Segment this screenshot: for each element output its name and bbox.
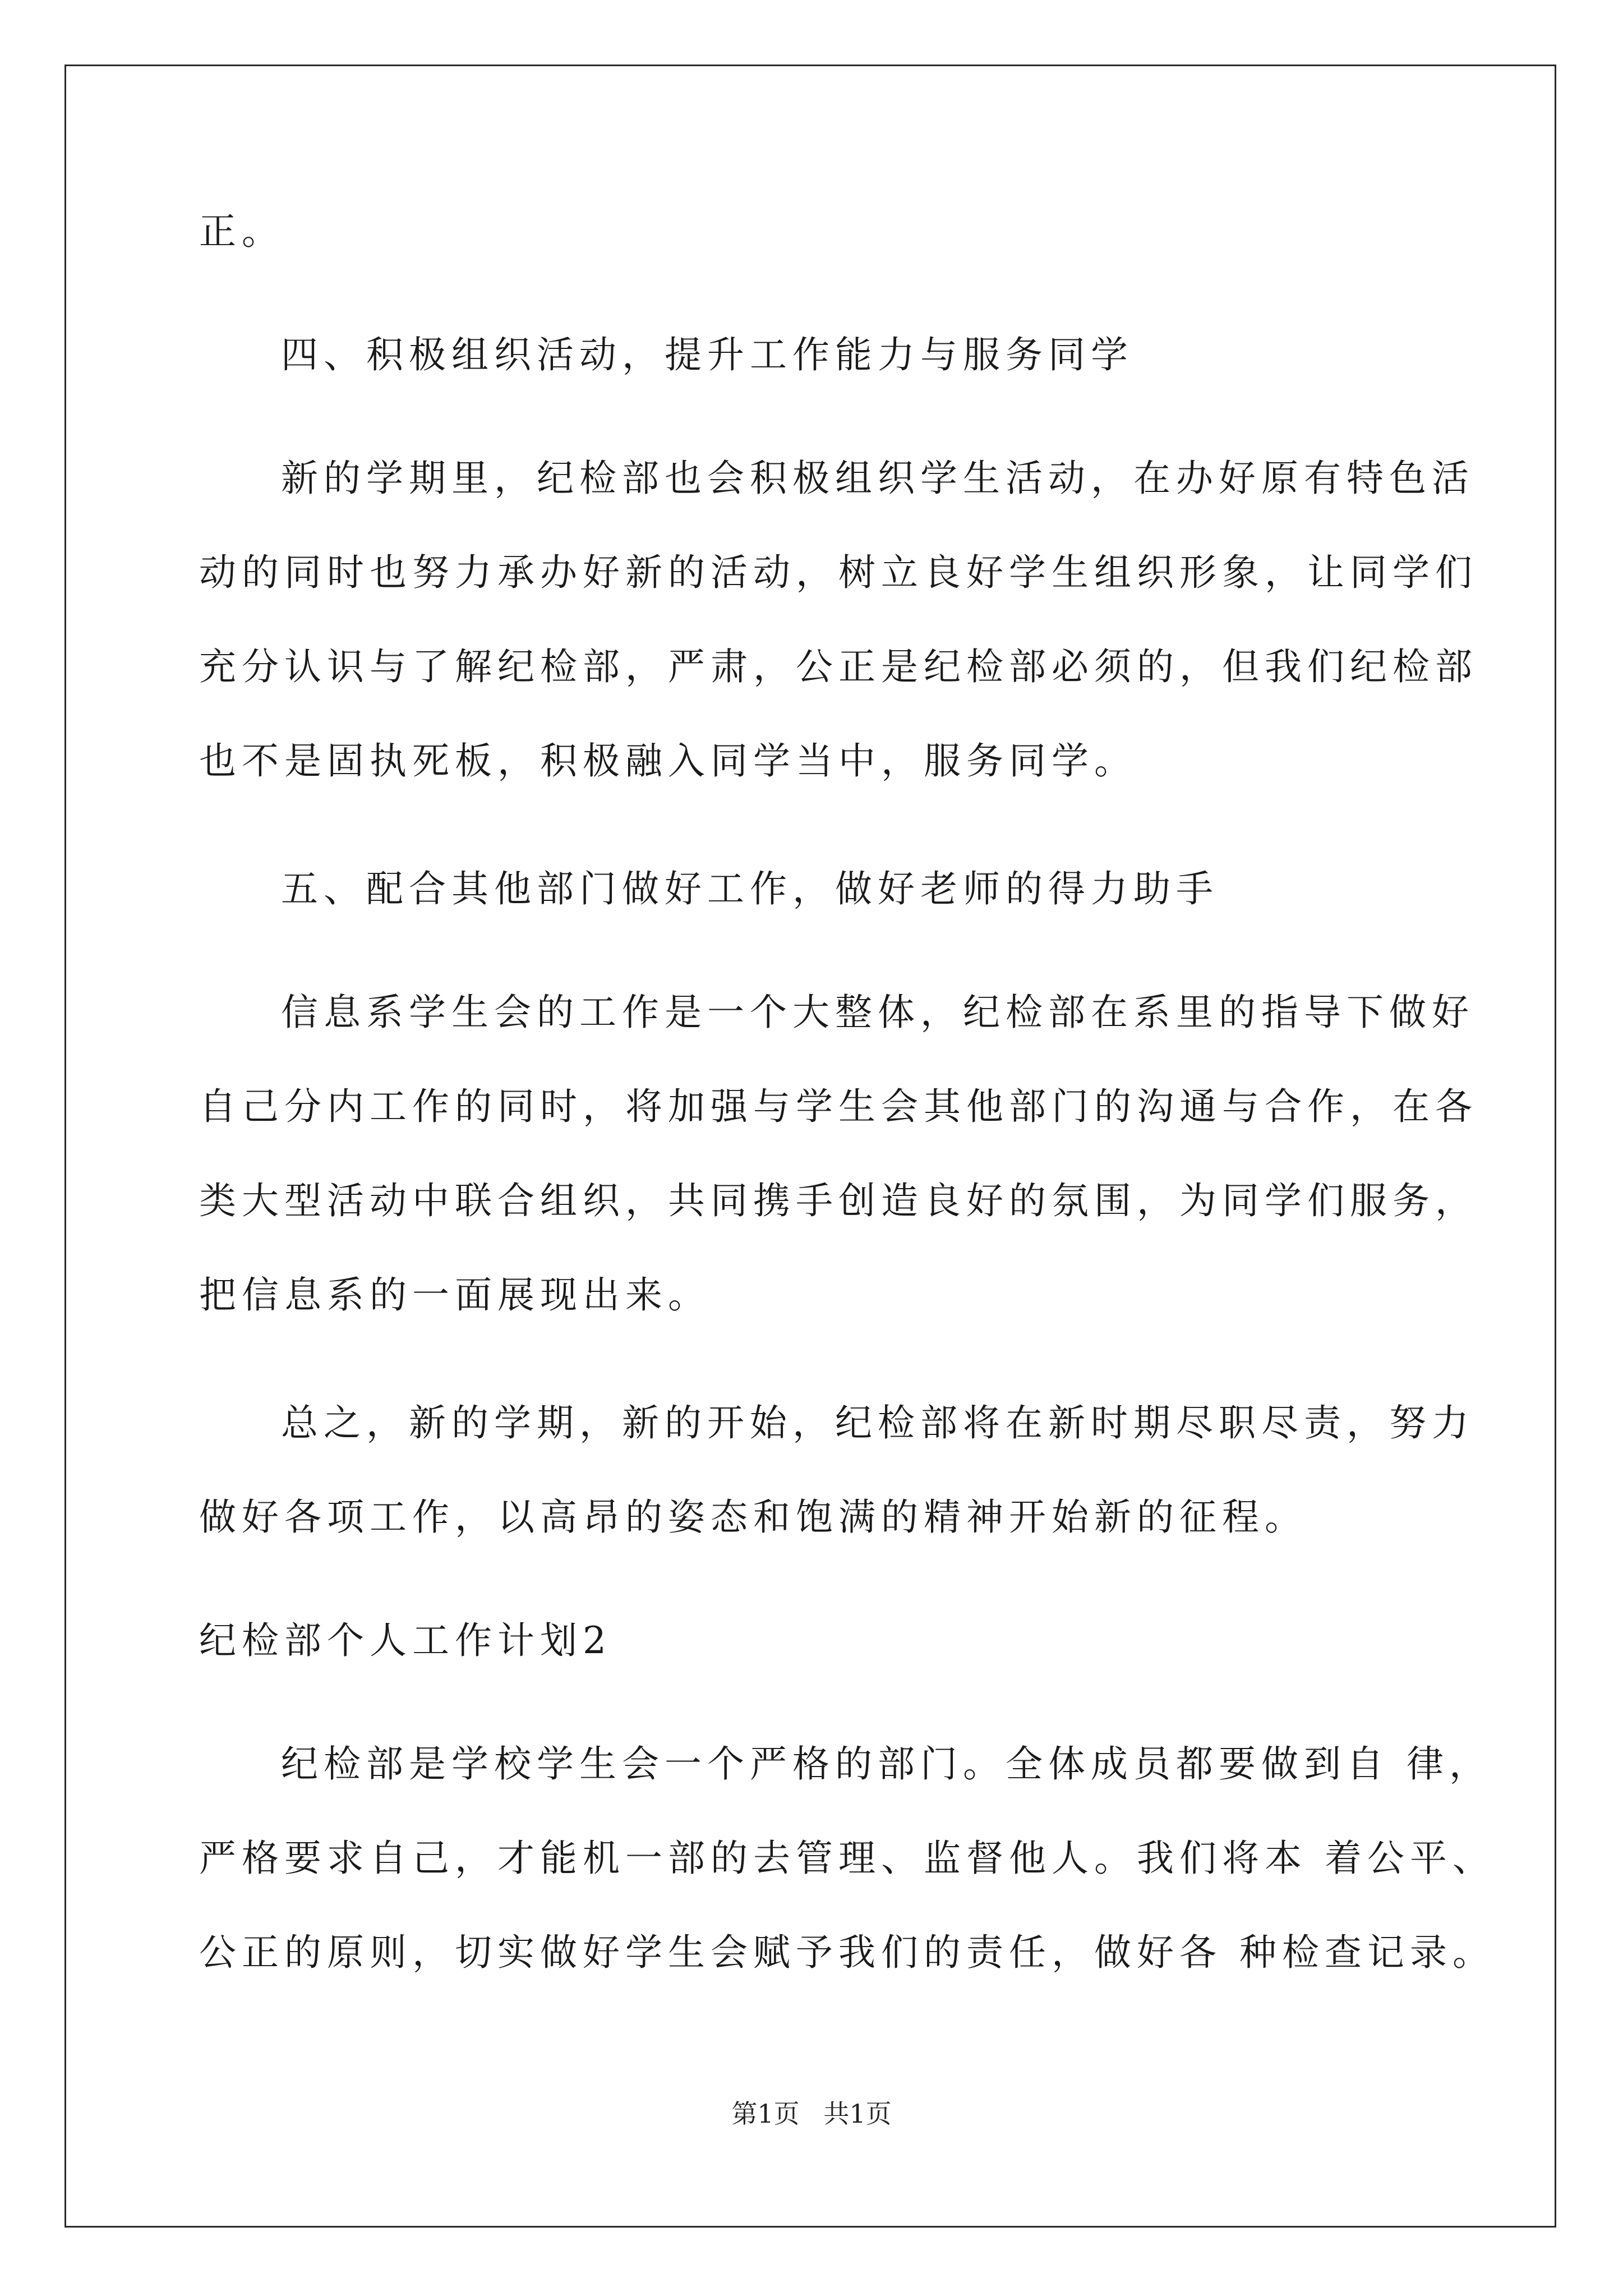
text-line: 动的同时也努力承办好新的活动，树立良好学生组织形象，让同学们 [199,551,1478,594]
text-line: 做好各项工作，以高昂的姿态和饱满的精神开始新的征程。 [199,1496,1307,1539]
page-total: 共1页 [823,2099,892,2129]
text-line: 充分认识与了解纪检部，严肃，公正是纪检部必须的，但我们纪检部 [199,645,1478,688]
text-line: 新的学期里，纪检部也会积极组织学生活动，在办好原有特色活 [281,457,1474,500]
document-title: 纪检部个人工作计划2 [199,1619,612,1662]
page-border [64,65,1556,2228]
text-line: 信息系学生会的工作是一个大整体，纪检部在系里的指导下做好 [281,991,1474,1034]
text-line: 纪检部是学校学生会一个严格的部门。全体成员都要做到自 律， [281,1742,1492,1786]
text-line: 自己分内工作的同时，将加强与学生会其他部门的沟通与合作，在各 [199,1085,1478,1128]
text-line: 总之，新的学期，新的开始，纪检部将在新时期尽职尽责，努力 [281,1401,1474,1444]
text-line: 正。 [199,210,284,253]
page-footer [0,2098,1623,2129]
text-line: 也不是固执死板，积极融入同学当中，服务同学。 [199,739,1137,783]
text-line: 严格要求自己，才能机一部的去管理、监督他人。我们将本 着公平、 [199,1837,1495,1880]
section-heading: 四、积极组织活动，提升工作能力与服务同学 [281,333,1133,376]
text-line: 公正的原则，切实做好学生会赋予我们的责任，做好各 种检查记录。 [199,1931,1495,1974]
page-number: 第1页 [731,2099,800,2129]
text-line: 把信息系的一面展现出来。 [199,1273,711,1317]
text-line: 类大型活动中联合组织，共同携手创造良好的氛围，为同学们服务， [199,1179,1478,1222]
section-heading: 五、配合其他部门做好工作，做好老师的得力助手 [281,867,1219,910]
